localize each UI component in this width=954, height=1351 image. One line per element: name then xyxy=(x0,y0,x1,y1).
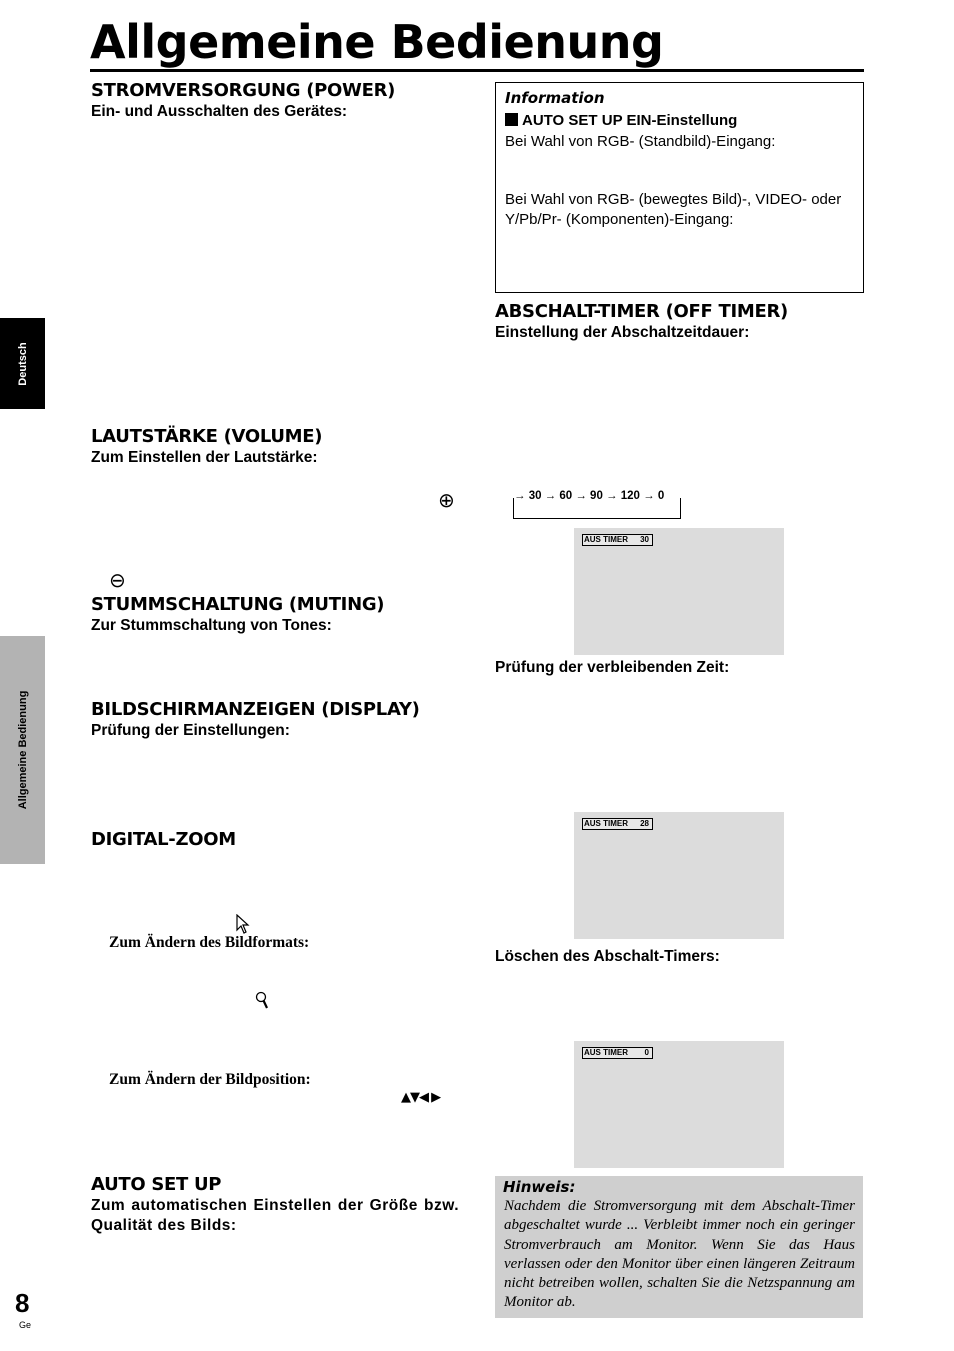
osd-label-1-text: AUS TIMER xyxy=(584,535,628,544)
timer-loop-bracket xyxy=(513,498,681,519)
hinweis-text: Nachdem die Stromversorgung mit dem Abschalt-Timer abgeschaltet wurde ... Verbleibt immer noch ein geringer Stromverbrauch am Monitor. Wenn Sie das Haus verlassen oder den Monitor über einen längeren Zeitraum nicht betreiben wollen, schalten Sie die Netzspannung am Monitor ab. xyxy=(504,1198,855,1311)
pointer-icon xyxy=(236,914,250,934)
osd-screen-3 xyxy=(574,1041,784,1168)
plus-icon: ⊕ xyxy=(438,488,455,512)
page-title: Allgemeine Bedienung xyxy=(90,15,664,69)
sidebar-tab-language-label: Deutsch xyxy=(16,341,29,386)
zoom-format-label: Zum Ändern des Bildformats: xyxy=(109,934,310,951)
power-heading: STROMVERSORGUNG (POWER) xyxy=(91,80,396,101)
osd-label-2-value: 28 xyxy=(640,819,649,828)
square-bullet-icon xyxy=(505,113,518,126)
display-heading: BILDSCHIRMANZEIGEN (DISPLAY) xyxy=(91,699,420,720)
information-item-text: AUTO SET UP EIN-Einstellung xyxy=(522,112,738,129)
information-box xyxy=(495,82,864,293)
volume-subtitle: Zum Einstellen der Lautstärke: xyxy=(91,449,318,466)
muting-heading: STUMMSCHALTUNG (MUTING) xyxy=(91,594,385,615)
osd-screen-1 xyxy=(574,528,784,655)
sidebar-tab-section xyxy=(0,636,45,864)
power-subtitle: Ein- und Ausschalten des Gerätes: xyxy=(91,103,348,120)
magnifier-icon xyxy=(255,991,269,1011)
offtimer-clear-label: Löschen des Abschalt-Timers: xyxy=(495,948,720,965)
information-line1: Bei Wahl von RGB- (Standbild)-Eingang: xyxy=(505,133,776,150)
offtimer-check-label: Prüfung der verbleibenden Zeit: xyxy=(495,659,730,676)
page-number: 8 xyxy=(15,1288,30,1318)
sidebar-tab-section-label: Allgemeine Bedienung xyxy=(16,690,29,810)
information-item xyxy=(505,111,737,131)
sidebar-tab-language xyxy=(0,318,45,409)
information-line2: Bei Wahl von RGB- (bewegtes Bild)-, VIDEO- oder Y/Pb/Pr- (Komponenten)-Eingang: xyxy=(505,191,842,228)
autosetup-subtitle: Zum automatischen Einstellen der Größe bzw. Qualität des Bilds: xyxy=(91,1197,459,1234)
offtimer-heading: ABSCHALT-TIMER (OFF TIMER) xyxy=(495,301,788,322)
hinweis-title: Hinweis: xyxy=(503,1178,576,1196)
autosetup-heading: AUTO SET UP xyxy=(91,1174,222,1195)
hinweis-box xyxy=(495,1176,863,1318)
arrow-keys-icon: ▲▼◀ ▶ xyxy=(401,1090,441,1105)
offtimer-subtitle: Einstellung der Abschaltzeitdauer: xyxy=(495,324,750,341)
display-subtitle: Prüfung der Einstellungen: xyxy=(91,722,290,739)
information-title: Information xyxy=(505,89,605,107)
muting-subtitle: Zur Stummschaltung von Tones: xyxy=(91,617,332,634)
osd-label-2 xyxy=(582,818,653,830)
page-code: Ge xyxy=(19,1320,32,1330)
osd-label-2-text: AUS TIMER xyxy=(584,819,628,828)
osd-label-3 xyxy=(582,1047,653,1059)
title-rule xyxy=(90,69,864,72)
timer-sequence: → 30 → 60 → 90 → 120 → 0 xyxy=(514,490,665,502)
volume-heading: LAUTSTÄRKE (VOLUME) xyxy=(91,426,323,447)
osd-screen-2 xyxy=(574,812,784,939)
minus-icon: ⊖ xyxy=(109,568,126,592)
osd-label-1 xyxy=(582,534,653,546)
zoom-position-label: Zum Ändern der Bildposition: xyxy=(109,1071,311,1088)
osd-label-1-value: 30 xyxy=(640,535,649,544)
osd-label-3-text: AUS TIMER xyxy=(584,1048,628,1057)
zoom-heading: DIGITAL-ZOOM xyxy=(91,829,236,850)
osd-label-3-value: 0 xyxy=(644,1048,649,1057)
